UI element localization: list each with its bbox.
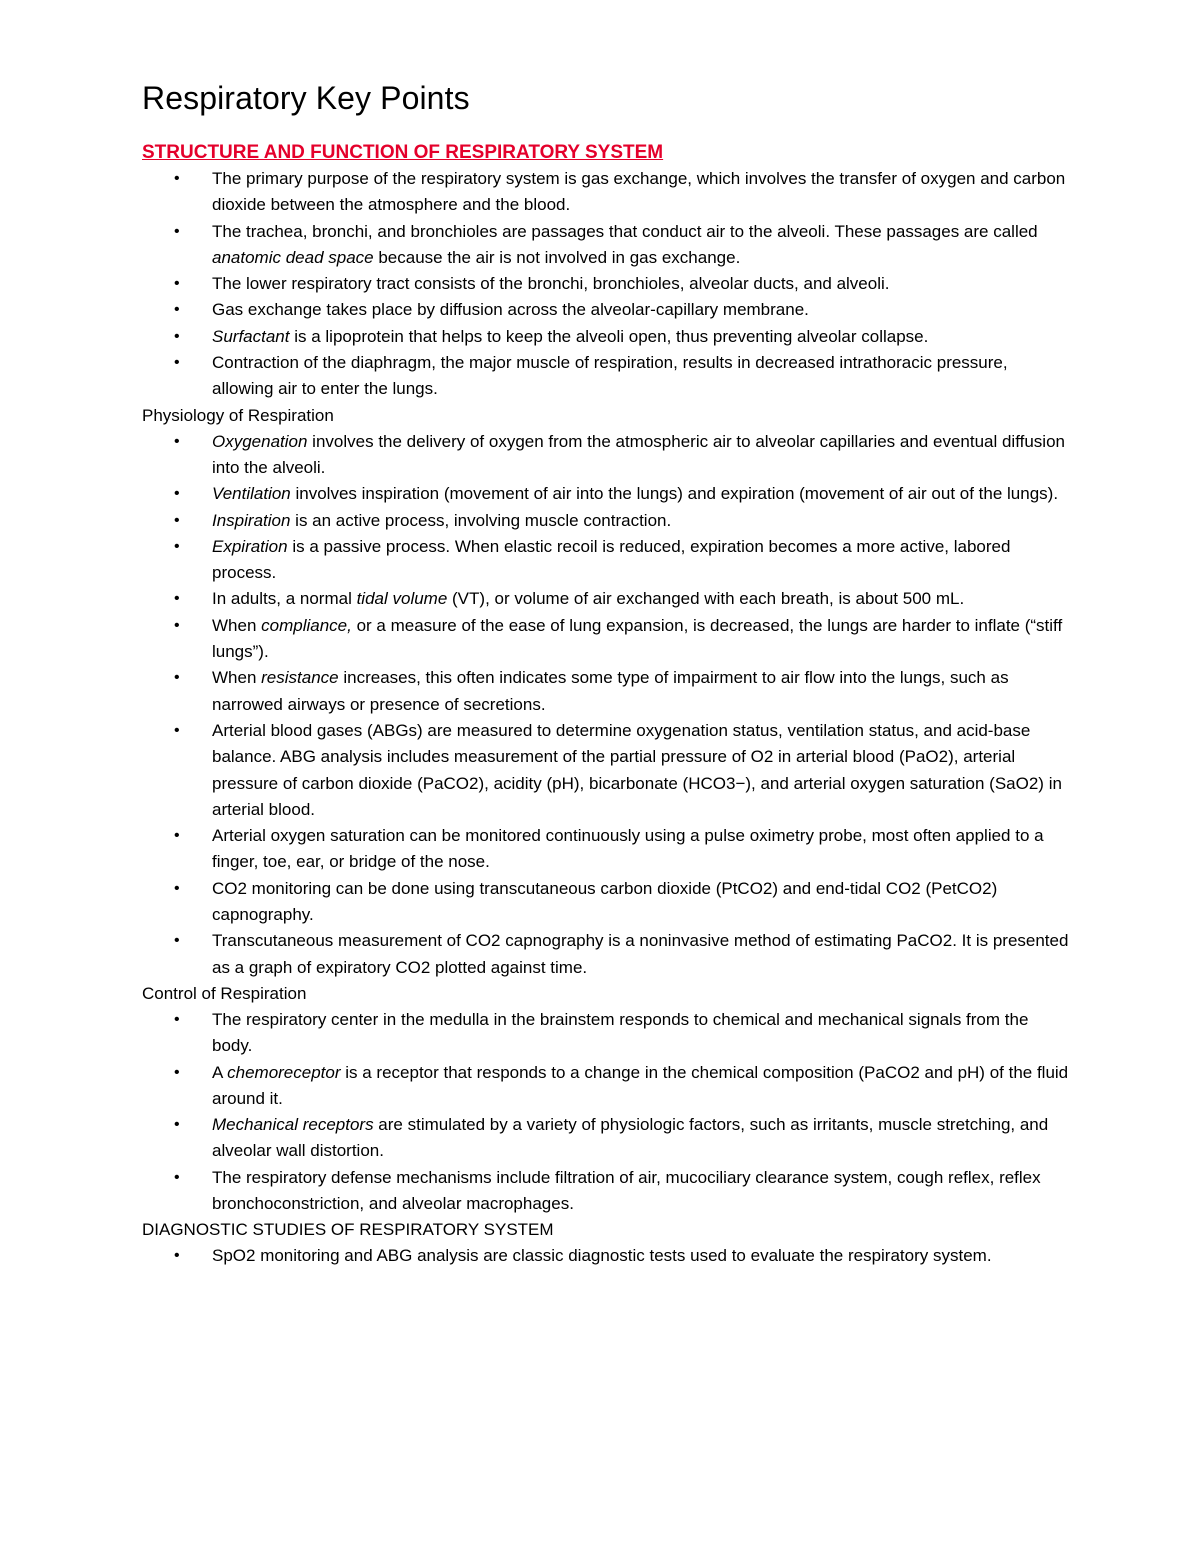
list-item [142,876,1072,929]
document-title: Respiratory Key Points [142,80,470,116]
text-run: Contraction of the diaphragm, the major muscle of respiration, results in decreased intrathoracic pressure, allowing air to enter the lungs. [212,353,1008,399]
bullet-list [142,1007,1072,1217]
text-run: The respiratory defense mechanisms include filtration of air, mucociliary clearance system, cough reflex, reflex bronchoconstriction, and alveolar macrophages. [212,1167,1041,1213]
bullet-list [142,1243,1072,1269]
document-page [142,78,1072,1270]
list-item [142,613,1072,666]
italic-term: compliance, [261,615,352,635]
bullet-list [142,429,1072,981]
list-item [142,166,1072,219]
italic-term: anatomic dead space [212,247,374,267]
italic-term: Ventilation [212,484,291,504]
italic-term: Oxygenation [212,431,308,451]
text-run: In adults, a normal [212,589,357,609]
list-item [142,1112,1072,1165]
document-body [142,140,1072,1270]
italic-term: tidal volume [356,589,448,609]
bullet-icon: • [174,537,180,555]
italic-term: Inspiration [212,510,291,530]
bullet-icon: • [174,327,180,345]
italic-term: chemoreceptor [227,1062,341,1082]
text-run: is an active process, involving muscle contraction. [290,510,672,530]
list-item [142,534,1072,587]
list-item [142,928,1072,981]
bullet-icon: • [174,879,180,897]
list-item [142,219,1072,272]
text-run: When [212,615,262,635]
section-heading: Physiology of Respiration [142,405,334,425]
text-run: CO2 monitoring can be done using transcutaneous carbon dioxide (PtCO2) and end-tidal CO2 (PetCO2) capnography. [212,878,998,925]
text-run: because the air is not involved in gas exchange. [373,247,741,267]
text-run: is a passive process. When elastic recoil is reduced, expiration becomes a more active, labored process. [212,536,1011,583]
list-item [142,324,1072,350]
text-run: or a measure of the ease of lung expansion, is decreased, the lungs are harder to inflate (“stiff lungs”). [212,615,1063,662]
list-item [142,271,1072,297]
list-item [142,1060,1072,1113]
bullet-icon: • [174,1116,180,1134]
list-item [142,823,1072,876]
list-item [142,350,1072,403]
list-item [142,297,1072,323]
text-run: is a receptor that responds to a change in the chemical composition (PaCO2 and pH) of the fluid around it. [212,1062,1069,1108]
list-item [142,481,1072,507]
bullet-icon: • [174,1168,180,1186]
italic-term: resistance [261,668,339,688]
section-2 [142,981,1072,1217]
text-run: Transcutaneous measurement of CO2 capnography is a noninvasive method of estimating PaCO2. It is presented as a graph of expiratory CO2 plotted against time. [212,931,1069,977]
list-item [142,508,1072,534]
list-item [142,1165,1072,1218]
list-item [142,1007,1072,1060]
section-heading: Control of Respiration [142,983,307,1003]
bullet-icon: • [174,432,180,450]
text-run: Gas exchange takes place by diffusion across the alveolar-capillary membrane. [212,300,809,320]
section-1 [142,403,1072,981]
section-heading: STRUCTURE AND FUNCTION OF RESPIRATORY SYSTEM [142,142,664,163]
bullet-icon: • [174,1063,180,1081]
text-run: The trachea, bronchi, and bronchioles are passages that conduct air to the alveoli. These passages are called [212,221,1038,241]
bullet-icon: • [174,485,180,503]
text-run: involves inspiration (movement of air into the lungs) and expiration (movement of air out of the lungs). [290,484,1059,504]
text-run: Arterial blood gases (ABGs) are measured to determine oxygenation status, ventilation status, and acid-base balance. ABG analysis includes measurement of the partial pressure of O2 in arterial blood (PaO2), arterial pressure of carbon dioxide (PaCO2), acidity (pH), bicarbonate (HCO3−), and arterial oxygen saturation (SaO2) in arterial blood. [212,720,1062,819]
text-run: The lower respiratory tract consists of the bronchi, bronchioles, alveolar ducts, and alveoli. [212,274,890,294]
bullet-icon: • [174,827,180,845]
italic-term: Surfactant [212,326,290,346]
bullet-icon: • [174,511,180,529]
text-run: increases, this often indicates some type of impairment to air flow into the lungs, such as narrowed airways or presence of secretions. [212,668,1009,714]
section-heading: DIAGNOSTIC STUDIES OF RESPIRATORY SYSTEM [142,1220,554,1240]
text-run: involves the delivery of oxygen from the atmospheric air to alveolar capillaries and eventual diffusion into the alveoli. [212,431,1065,477]
text-run: A [212,1062,228,1082]
bullet-list [142,166,1072,403]
text-run: (VT), or volume of air exchanged with each breath, is about 500 mL. [447,589,965,609]
list-item [142,665,1072,718]
bullet-icon: • [174,1010,180,1028]
text-run: The primary purpose of the respiratory system is gas exchange, which involves the transfer of oxygen and carbon dioxide between the atmosphere and the blood. [212,169,1066,215]
text-run: The respiratory center in the medulla in the brainstem responds to chemical and mechanical signals from the body. [212,1009,1029,1056]
bullet-icon: • [174,932,180,950]
list-item [142,1243,1072,1269]
section-0 [142,140,1072,403]
text-run: When [212,668,262,688]
italic-term: Expiration [212,536,288,556]
bullet-icon: • [174,616,180,634]
bullet-icon: • [174,170,180,187]
bullet-icon: • [174,301,180,319]
bullet-icon: • [174,669,180,687]
list-item [142,718,1072,823]
bullet-icon: • [174,275,180,293]
bullet-icon: • [174,1247,180,1265]
text-run: is a lipoprotein that helps to keep the alveoli open, thus preventing alveolar collapse. [289,326,929,346]
text-run: are stimulated by a variety of physiologic factors, such as irritants, muscle stretching, and alveolar wall distortion. [212,1115,1049,1161]
text-run: SpO2 monitoring and ABG analysis are classic diagnostic tests used to evaluate the respiratory system. [212,1246,992,1266]
bullet-icon: • [174,354,180,372]
italic-term: Mechanical receptors [212,1115,374,1135]
section-3 [142,1217,1072,1269]
list-item [142,586,1072,612]
bullet-icon: • [174,721,180,739]
text-run: Arterial oxygen saturation can be monitored continuously using a pulse oximetry probe, most often applied to a finger, toe, ear, or bridge of the nose. [212,826,1044,872]
bullet-icon: • [174,590,180,608]
list-item [142,429,1072,482]
bullet-icon: • [174,222,180,240]
